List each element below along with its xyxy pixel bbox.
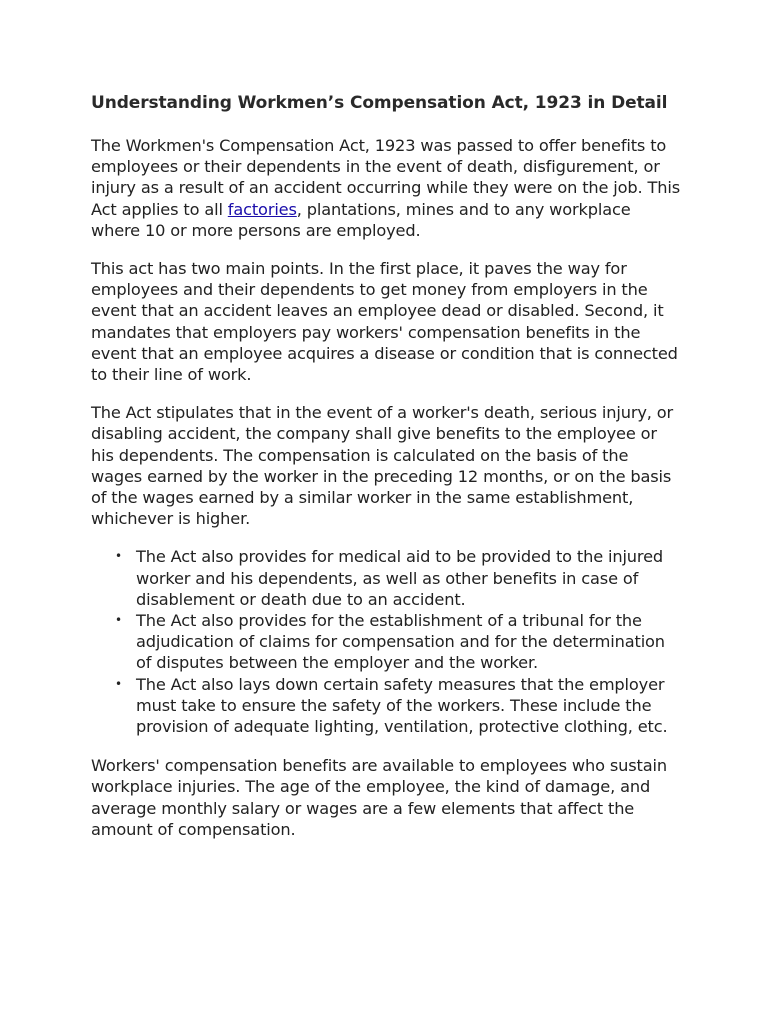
- list-item: [115, 610, 681, 674]
- provisions-list: [91, 546, 681, 737]
- stipulation-paragraph: The Act stipulates that in the event of a worker's death, serious injury, or disabling accident, the company shall give benefits to the employee or his dependents. The compensation is calculated on the basis of the wages earned by the worker in the preceding 12 months, or on the basis of the wages earned by a similar worker in the same establishment, whichever is higher.: [91, 403, 674, 529]
- document-page: [91, 91, 681, 857]
- list-item: [115, 674, 681, 738]
- bullet-icon: •: [115, 613, 122, 628]
- benefits-paragraph: Workers' compensation benefits are available to employees who sustain workplace injuries. The age of the employee, the kind of damage, and average monthly salary or wages are a few elements that affect the amount of compensation.: [91, 756, 667, 839]
- list-item-text: The Act also provides for medical aid to be provided to the injured worker and his dependents, as well as other benefits in case of disablement or death due to an accident.: [136, 547, 663, 609]
- list-item-text: The Act also lays down certain safety measures that the employer must take to ensure the safety of the workers. These include the provision of adequate lighting, ventilation, protective clothing, etc.: [136, 674, 668, 737]
- intro-text-before-link: The Workmen's Compensation Act, 1923 was passed to offer benefits to employees or their dependents in the event of death, disfigurement, or injury as a result of an accident occurring while they were on the job. This Act applies to all: [91, 136, 680, 219]
- bullet-icon: •: [115, 549, 122, 564]
- bullet-icon: •: [115, 676, 122, 691]
- intro-paragraph: [91, 135, 681, 241]
- list-item-text: The Act also provides for the establishment of a tribunal for the adjudication of claims for compensation and for the determination of disputes between the employer and the worker.: [136, 611, 665, 673]
- intro-text-after-link: , plantations, mines and to any workplace where 10 or more persons are employed.: [91, 199, 631, 240]
- factories-link[interactable]: factories: [227, 199, 297, 219]
- main-points-paragraph: This act has two main points. In the first place, it paves the way for employees and their dependents to get money from employers in the event that an accident leaves an employee dead or disabled. Second, it mandates that employers pay workers' compensation benefits in the event that an employee acquires a disease or condition that is connected to their line of work.: [91, 259, 678, 385]
- document-title: Understanding Workmen’s Compensation Act, 1923 in Detail: [91, 93, 668, 113]
- list-item: [115, 546, 681, 610]
